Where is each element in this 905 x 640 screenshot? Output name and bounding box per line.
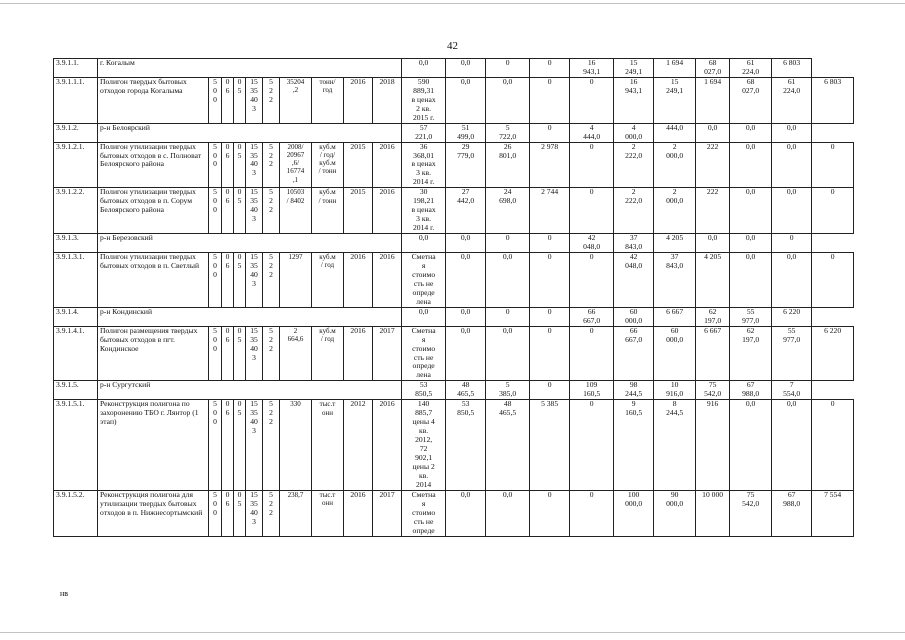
cell: тонн/ год [312,77,344,123]
cell: 6 667 [696,326,730,381]
cell: 0,0 [772,142,812,188]
row-3-9-1-4 [54,307,854,326]
cell: 4 205 [654,234,696,253]
cell: Реконструкция полигона для утилизации твердых бытовых отходов в п. Нижнесортымский [98,490,209,536]
cell: 0,0 [730,123,772,142]
cell: 0,0 [486,326,530,381]
cell: 0 [570,188,614,234]
cell: 98 244,5 [614,381,654,400]
cell: 0,0 [446,326,486,381]
cell: 0,0 [446,490,486,536]
cell: 222 [696,188,730,234]
row-3-9-1-5-2 [54,490,854,536]
cell: 1 694 [696,77,730,123]
cell: 2016 [344,253,373,308]
cell: 2016 [344,77,373,123]
cell: 222 [696,142,730,188]
footer-mark: нв [60,589,69,598]
cell: 916 [696,400,730,491]
cell: 48 465,5 [446,381,486,400]
cell: 5 0 0 [209,490,222,536]
cell: Сметна я стоимо сть не опреде лена [402,326,446,381]
cell: 5 2 2 [263,188,280,234]
row-3-9-1-4-1 [54,326,854,381]
cell: 0,0 [730,188,772,234]
cell: 15 35 40 3 [246,77,263,123]
cell: 90 000,0 [654,490,696,536]
cell: 0,0 [446,59,486,78]
cell: 0,0 [446,253,486,308]
cell: 3.9.1.4. [54,307,98,326]
cell: 9 160,5 [614,400,654,491]
cell: 53 850,5 [446,400,486,491]
cell: 2 222,0 [614,142,654,188]
cell: Полигон размещения твердых бытовых отходов в пгт. Кондинское [98,326,209,381]
cell: р-н Кондинский [98,307,402,326]
cell: Полигон утилизации твердых бытовых отходов в п. Светлый [98,253,209,308]
cell: 0 [570,77,614,123]
cell: 0 5 [234,188,246,234]
cell: 0 [486,234,530,253]
cell: 0 [570,490,614,536]
cell: 3.9.1.5.1. [54,400,98,491]
cell: 0 [486,307,530,326]
cell: 3.9.1.3.1. [54,253,98,308]
cell: 0,0 [696,234,730,253]
cell: 0 5 [234,253,246,308]
cell: Реконструкция полигона по захоронению ТБО г. Лянтор (1 этап) [98,400,209,491]
cell: 4 000,0 [614,123,654,142]
cell: 37 843,0 [614,234,654,253]
cell: р-н Березовский [98,234,402,253]
cell: 5 0 0 [209,326,222,381]
cell: 3.9.1.3. [54,234,98,253]
cell: 5 0 0 [209,142,222,188]
cell: Сметна я стоимо сть не опреде [402,490,446,536]
cell: 15 249,1 [654,77,696,123]
cell: Полигон утилизации твердых бытовых отходов в с. Полноват Белоярского района [98,142,209,188]
cell: 2012 [344,400,373,491]
cell: 5 0 0 [209,253,222,308]
cell: 590 889,31 в ценах 2 кв. 2015 г. [402,77,446,123]
cell: 29 779,0 [446,142,486,188]
row-3-9-1-1-1 [54,77,854,123]
cell: 5 2 2 [263,400,280,491]
cell: 7 554,0 [772,381,812,400]
cell: 0 [530,253,570,308]
cell: 57 221,0 [402,123,446,142]
cell: 0 6 [222,326,234,381]
cell: 2016 [373,188,402,234]
cell: 2017 [373,490,402,536]
cell: 67 988,0 [772,490,812,536]
page-number: 42 [447,40,458,52]
row-3-9-1-5 [54,381,854,400]
cell: 0,0 [486,490,530,536]
cell: 62 197,0 [696,307,730,326]
cell: 0 5 [234,400,246,491]
cell: 109 160,5 [570,381,614,400]
cell: 6 803 [812,77,854,123]
cell: 2 000,0 [654,188,696,234]
cell: 0 6 [222,490,234,536]
cell: 30 198,21 в ценах 3 кв. 2014 г. [402,188,446,234]
cell: 5 722,0 [486,123,530,142]
cell: 2016 [344,326,373,381]
cell: р-н Сургутский [98,381,402,400]
cell: 61 224,0 [772,77,812,123]
cell: 2 664,6 [280,326,312,381]
cell: 0,0 [772,400,812,491]
cell: 2015 [344,142,373,188]
cell: 55 977,0 [772,326,812,381]
cell: 0 [530,307,570,326]
cell: 0,0 [696,123,730,142]
cell: Сметна я стоимо сть не опреде лена [402,253,446,308]
cell: 3.9.1.5. [54,381,98,400]
cell: 2016 [344,490,373,536]
cell: 6 803 [772,59,812,78]
cell: 3.9.1.2. [54,123,98,142]
cell: 0,0 [402,234,446,253]
cell: 0,0 [730,253,772,308]
cell: 42 048,0 [614,253,654,308]
cell: 5 2 2 [263,253,280,308]
cell: 15 35 40 3 [246,253,263,308]
cell: 0 [812,400,854,491]
cell: 5 2 2 [263,77,280,123]
cell: куб.м / год/ куб.м / тонн [312,142,344,188]
cell: 1297 [280,253,312,308]
cell: куб.м / год [312,253,344,308]
cell: 2017 [373,326,402,381]
cell: 2016 [373,253,402,308]
cell: 0 [772,234,812,253]
cell: 100 000,0 [614,490,654,536]
cell: 0,0 [402,307,446,326]
cell: 1 694 [654,59,696,78]
cell: 0 [530,234,570,253]
cell: 0 [570,142,614,188]
cell: 2 000,0 [654,142,696,188]
cell: 0 6 [222,77,234,123]
row-3-9-1-3 [54,234,854,253]
cell: 7 554 [812,490,854,536]
cell: 60 000,0 [654,326,696,381]
cell: 62 197,0 [730,326,772,381]
cell: 0 [570,400,614,491]
row-3-9-1-2-1 [54,142,854,188]
cell: 6 667 [654,307,696,326]
cell: 2018 [373,77,402,123]
cell: 27 442,0 [446,188,486,234]
cell: 0 [530,77,570,123]
cell: 16 943,1 [614,77,654,123]
cell: 0,0 [772,253,812,308]
cell: 0 [570,253,614,308]
cell: 10 916,0 [654,381,696,400]
cell: 15 249,1 [614,59,654,78]
cell: 5 2 2 [263,326,280,381]
cell: 5 0 0 [209,400,222,491]
cell: 3.9.1.5.2. [54,490,98,536]
cell: г. Когалым [98,59,402,78]
cell: 3.9.1.1.1. [54,77,98,123]
cell: 48 465,5 [486,400,530,491]
cell: 0,0 [446,77,486,123]
cell: 0 [812,188,854,234]
cell: 140 885,7 цены 4 кв. 2012, 72 902,1 цены 2 кв. 2014 [402,400,446,491]
cell: 51 499,0 [446,123,486,142]
cell: 2 978 [530,142,570,188]
cell: 444,0 [654,123,696,142]
cell: 0 [530,326,570,381]
cell: 3.9.1.2.2. [54,188,98,234]
row-3-9-1-1 [54,59,854,78]
cell: 0 [530,490,570,536]
cell: 2 222,0 [614,188,654,234]
cell: 2016 [373,142,402,188]
cell: 330 [280,400,312,491]
cell: 75 542,0 [730,490,772,536]
cell: 0 6 [222,253,234,308]
row-3-9-1-2-2 [54,188,854,234]
cell: 0 6 [222,142,234,188]
row-3-9-1-2 [54,123,854,142]
cell: 238,7 [280,490,312,536]
cell: 5 385 [530,400,570,491]
cell: 0 [812,253,854,308]
cell: 3.9.1.1. [54,59,98,78]
cell: 35204 ,2 [280,77,312,123]
cell: 0,0 [446,307,486,326]
cell: 60 000,0 [614,307,654,326]
cell: 0,0 [486,77,530,123]
cell: 0 6 [222,188,234,234]
cell: 2016 [373,400,402,491]
cell: 36 368,01 в ценах 3 кв. 2014 г. [402,142,446,188]
cell: 15 35 40 3 [246,326,263,381]
investment-table [53,58,854,537]
cell: 0,0 [730,142,772,188]
cell: 15 35 40 3 [246,400,263,491]
cell: Полигон утилизации твердых бытовых отходов в п. Сорум Белоярского района [98,188,209,234]
cell: 24 698,0 [486,188,530,234]
cell: 2 744 [530,188,570,234]
cell: 5 2 2 [263,142,280,188]
cell: 0,0 [730,400,772,491]
cell: 15 35 40 3 [246,188,263,234]
cell: 5 0 0 [209,77,222,123]
cell: 5 0 0 [209,188,222,234]
cell: 15 35 40 3 [246,490,263,536]
cell: тыс.т онн [312,400,344,491]
cell: 2008/ 20967 ,6/ 16774 ,1 [280,142,312,188]
cell: 68 027,0 [730,77,772,123]
cell: 67 988,0 [730,381,772,400]
cell: 10503 / 8402 [280,188,312,234]
cell: 0 [530,123,570,142]
cell: куб.м / тонн [312,188,344,234]
cell: 68 027,0 [696,59,730,78]
cell: 5 385,0 [486,381,530,400]
cell: 0,0 [402,59,446,78]
cell: 5 2 2 [263,490,280,536]
row-3-9-1-3-1 [54,253,854,308]
cell: 37 843,0 [654,253,696,308]
cell: 8 244,5 [654,400,696,491]
cell: 0 5 [234,142,246,188]
cell: 66 667,0 [570,307,614,326]
cell: 0,0 [730,234,772,253]
cell: Полигон твердых бытовых отходов города Когалыма [98,77,209,123]
cell: 66 667,0 [614,326,654,381]
cell: р-н Белоярский [98,123,402,142]
cell: 0 [486,59,530,78]
cell: 42 048,0 [570,234,614,253]
cell: 0,0 [446,234,486,253]
cell: 53 850,5 [402,381,446,400]
cell: 0 [530,381,570,400]
cell: куб.м / год [312,326,344,381]
cell: 0 6 [222,400,234,491]
cell: 0,0 [772,188,812,234]
scan-artifact-top [0,3,905,4]
cell: 16 943,1 [570,59,614,78]
cell: тыс.т онн [312,490,344,536]
cell: 75 542,0 [696,381,730,400]
cell: 0,0 [486,253,530,308]
cell: 0,0 [772,123,812,142]
cell: 0 [812,142,854,188]
scan-artifact-bottom [0,632,905,633]
cell: 6 220 [772,307,812,326]
cell: 2015 [344,188,373,234]
cell: 0 5 [234,490,246,536]
row-3-9-1-5-1 [54,400,854,491]
cell: 15 35 40 3 [246,142,263,188]
cell: 3.9.1.4.1. [54,326,98,381]
cell: 6 220 [812,326,854,381]
cell: 0 [570,326,614,381]
cell: 61 224,0 [730,59,772,78]
cell: 0 5 [234,326,246,381]
cell: 4 444,0 [570,123,614,142]
cell: 10 000 [696,490,730,536]
cell: 55 977,0 [730,307,772,326]
cell: 0 [530,59,570,78]
cell: 26 801,0 [486,142,530,188]
cell: 3.9.1.2.1. [54,142,98,188]
cell: 4 205 [696,253,730,308]
cell: 0 5 [234,77,246,123]
